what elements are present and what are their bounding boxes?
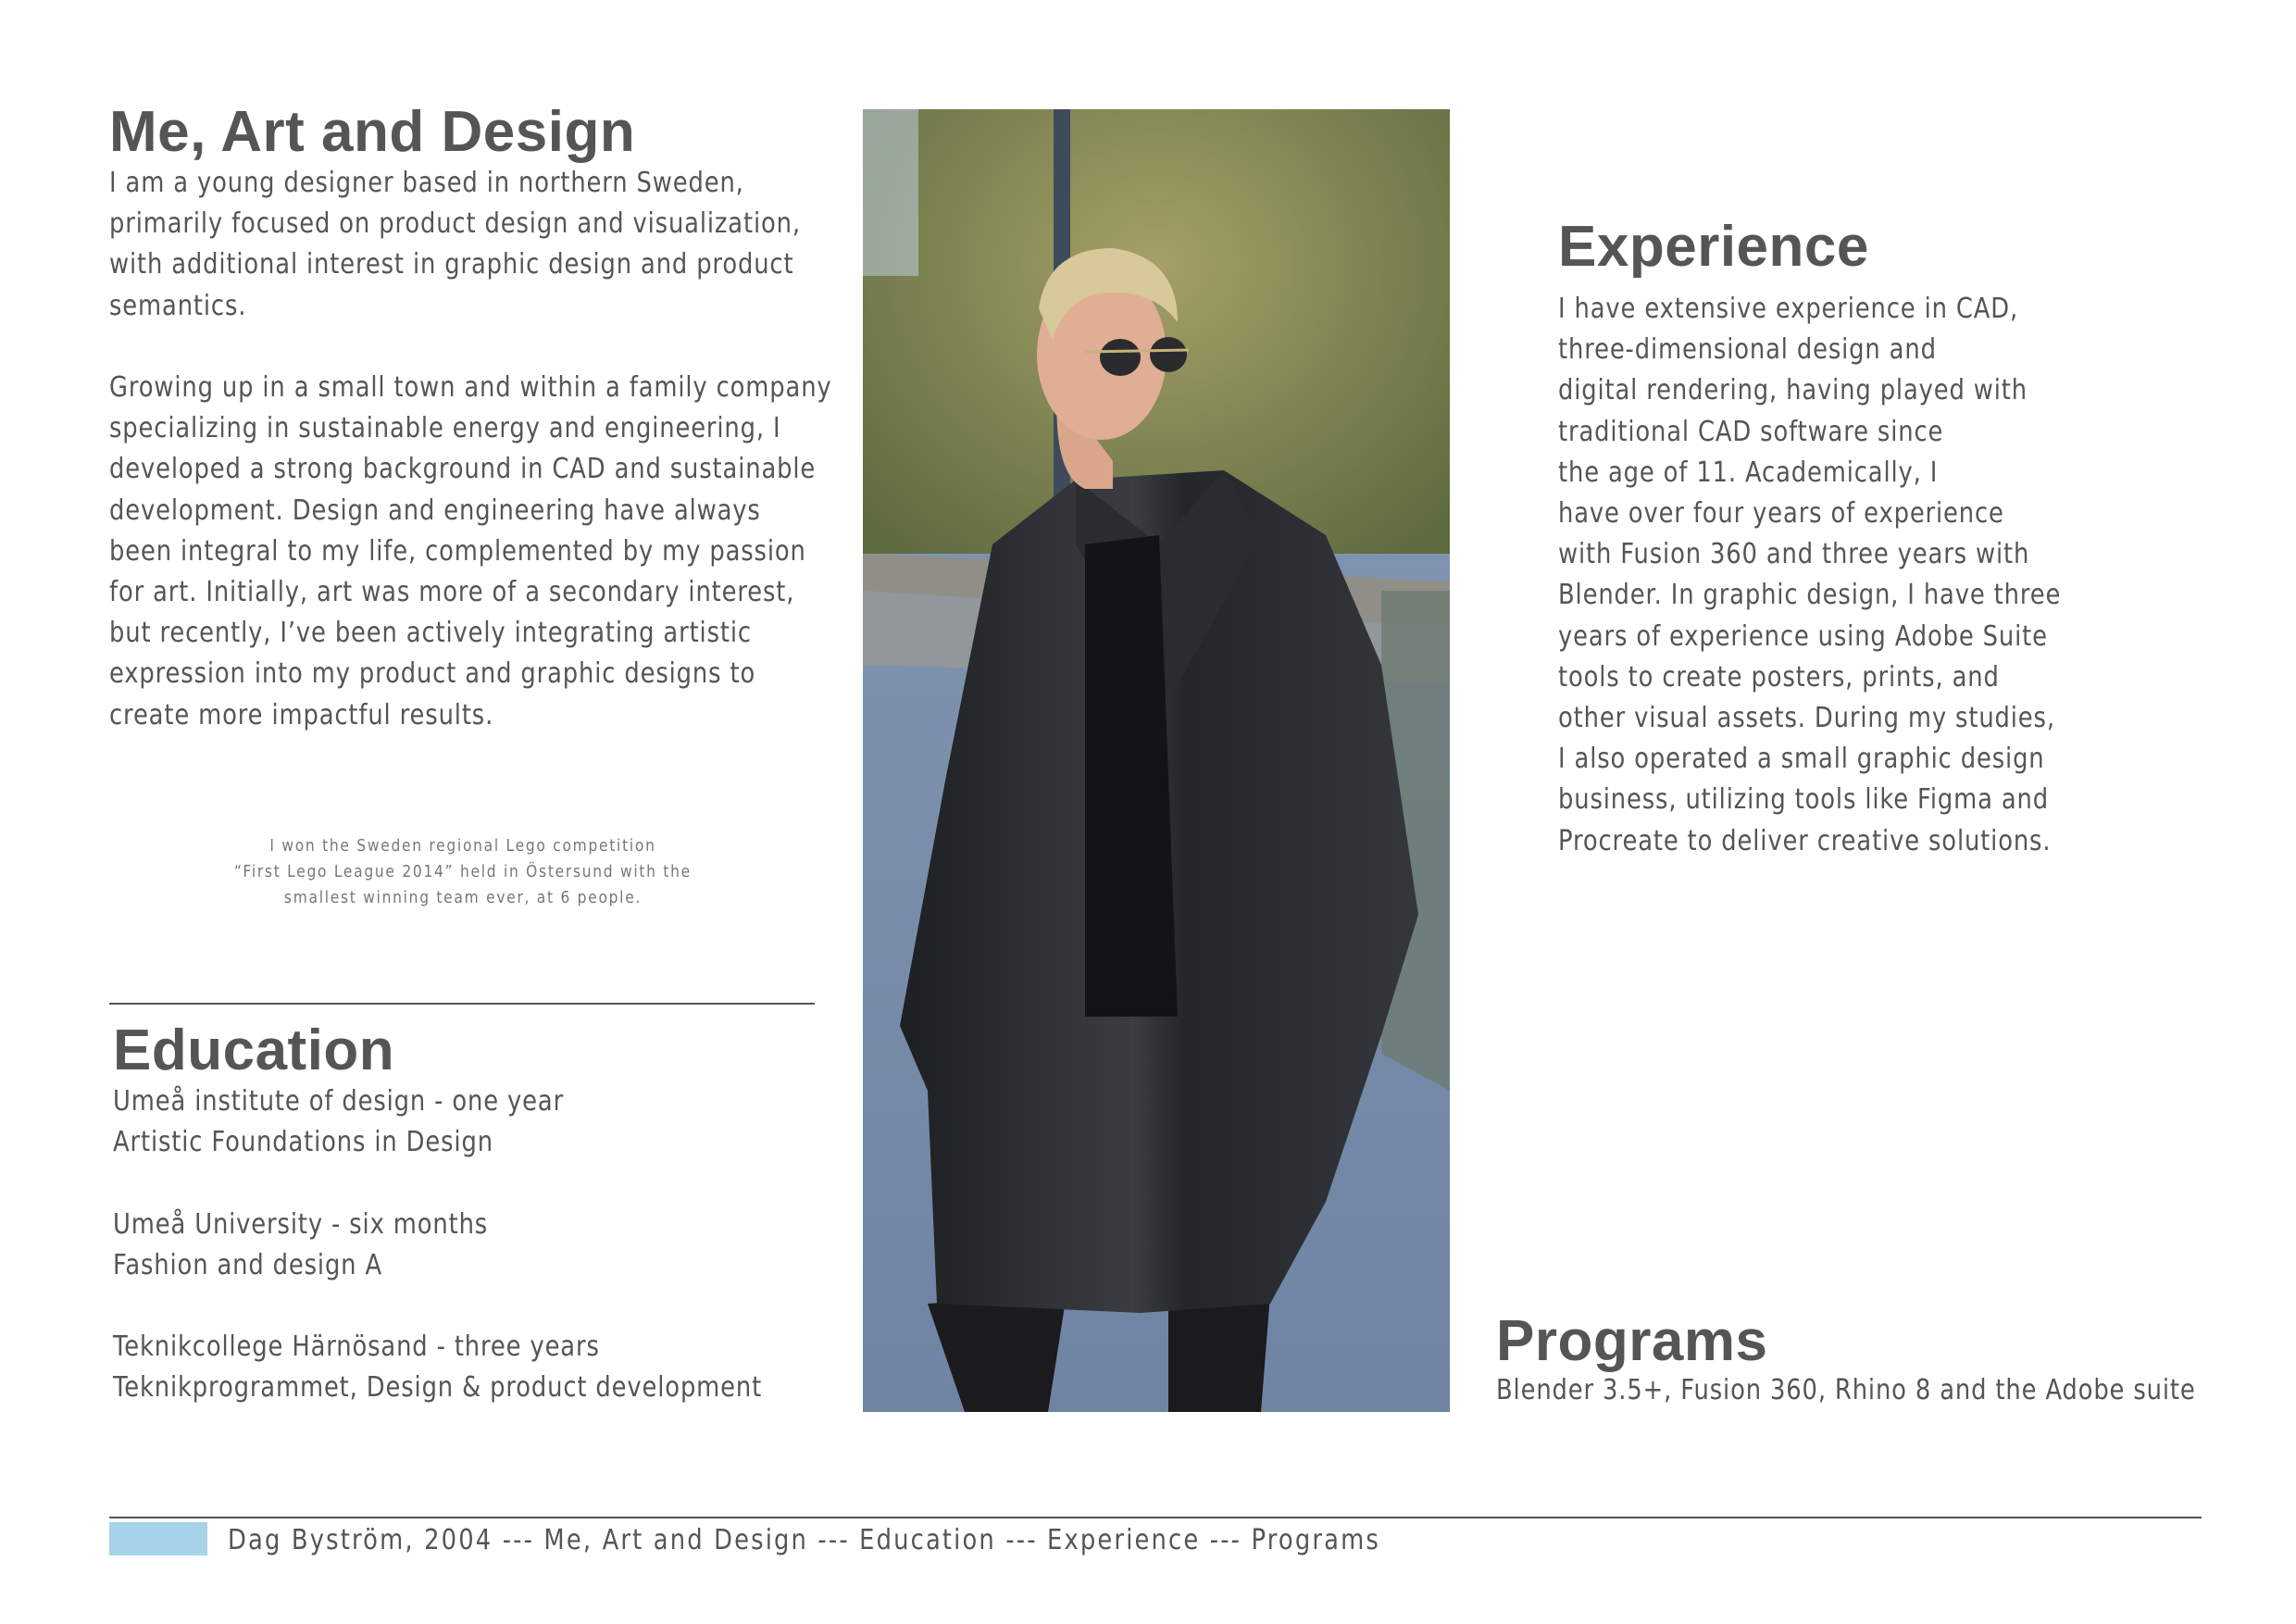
lego-caption: [185, 833, 741, 911]
text-line: Umeå institute of design - one year: [113, 1085, 565, 1118]
text-line: specializing in sustainable energy and engineering, I: [109, 412, 781, 445]
section-title-experience: Experience: [1558, 215, 1869, 279]
text-line: been integral to my life, complemented by my passion: [109, 534, 806, 568]
text-line: I won the Sweden regional Lego competition: [269, 836, 656, 856]
text-line: Fashion and design A: [113, 1248, 382, 1281]
text-line: but recently, I’ve been actively integrating artistic: [109, 617, 752, 650]
text-line: Procreate to deliver creative solutions.: [1558, 824, 2052, 857]
experience-paragraph: [1558, 289, 2061, 862]
text-line: developed a strong background in CAD and sustainable: [109, 453, 817, 486]
paragraph-break: [113, 1286, 762, 1327]
text-line: expression into my product and graphic designs to: [109, 657, 756, 691]
text-line: with additional interest in graphic design and product: [109, 248, 794, 281]
text-line: three-dimensional design and: [1558, 333, 1937, 367]
education-list: [113, 1081, 762, 1409]
text-line: tools to create posters, prints, and: [1558, 660, 2000, 693]
text-line: Blender. In graphic design, I have three: [1558, 579, 2062, 612]
text-line: smallest winning team ever, at 6 people.: [283, 888, 643, 907]
text-line: create more impactful results.: [109, 698, 494, 731]
section-title-programs: Programs: [1496, 1309, 1768, 1373]
text-line: I am a young designer based in northern Sweden,: [109, 167, 744, 199]
footer-navigation-text: Dag Byström, 2004 --- Me, Art and Design --- Education --- Experience --- Programs: [228, 1524, 1380, 1556]
paragraph-break: [109, 327, 832, 368]
text-line: years of experience using Adobe Suite: [1558, 619, 2048, 653]
section-title-about: Me, Art and Design: [109, 100, 636, 164]
text-line: I also operated a small graphic design: [1558, 743, 2045, 776]
text-line: business, utilizing tools like Figma and: [1558, 783, 2049, 817]
portrait-photo: [863, 109, 1450, 1412]
text-line: primarily focused on product design and visualization,: [109, 207, 801, 241]
footer-divider: [109, 1517, 2202, 1518]
text-line: Growing up in a small town and within a family company: [109, 371, 832, 404]
text-line: have over four years of experience: [1558, 497, 2004, 531]
text-line: digital rendering, having played with: [1558, 374, 2028, 407]
education-divider: [109, 1003, 815, 1005]
paragraph-break: [113, 1163, 762, 1204]
about-paragraph: [109, 163, 832, 736]
portrait-illustration: [863, 109, 1450, 1412]
text-line: for art. Initially, art was more of a secondary interest,: [109, 576, 795, 609]
text-line: other visual assets. During my studies,: [1558, 702, 2055, 735]
text-line: development. Design and engineering have always: [109, 493, 761, 527]
text-line: Artistic Foundations in Design: [113, 1126, 493, 1159]
section-title-education: Education: [113, 1018, 395, 1082]
text-line: Teknikprogrammet, Design & product development: [113, 1371, 763, 1405]
text-line: the age of 11. Academically, I: [1558, 456, 1939, 489]
text-line: “First Lego League 2014” held in Östersund with the: [234, 862, 692, 881]
programs-text: Blender 3.5+, Fusion 360, Rhino 8 and the Adobe suite: [1496, 1374, 2196, 1406]
text-line: I have extensive experience in CAD,: [1558, 293, 2019, 325]
text-line: Umeå University - six months: [113, 1207, 489, 1241]
text-line: semantics.: [109, 289, 247, 322]
footer-accent-swatch: [109, 1522, 207, 1555]
text-line: with Fusion 360 and three years with: [1558, 538, 2030, 571]
programs-list: [1496, 1370, 2196, 1411]
text-line: Teknikcollege Härnösand - three years: [113, 1330, 600, 1364]
text-line: traditional CAD software since: [1558, 415, 1944, 448]
